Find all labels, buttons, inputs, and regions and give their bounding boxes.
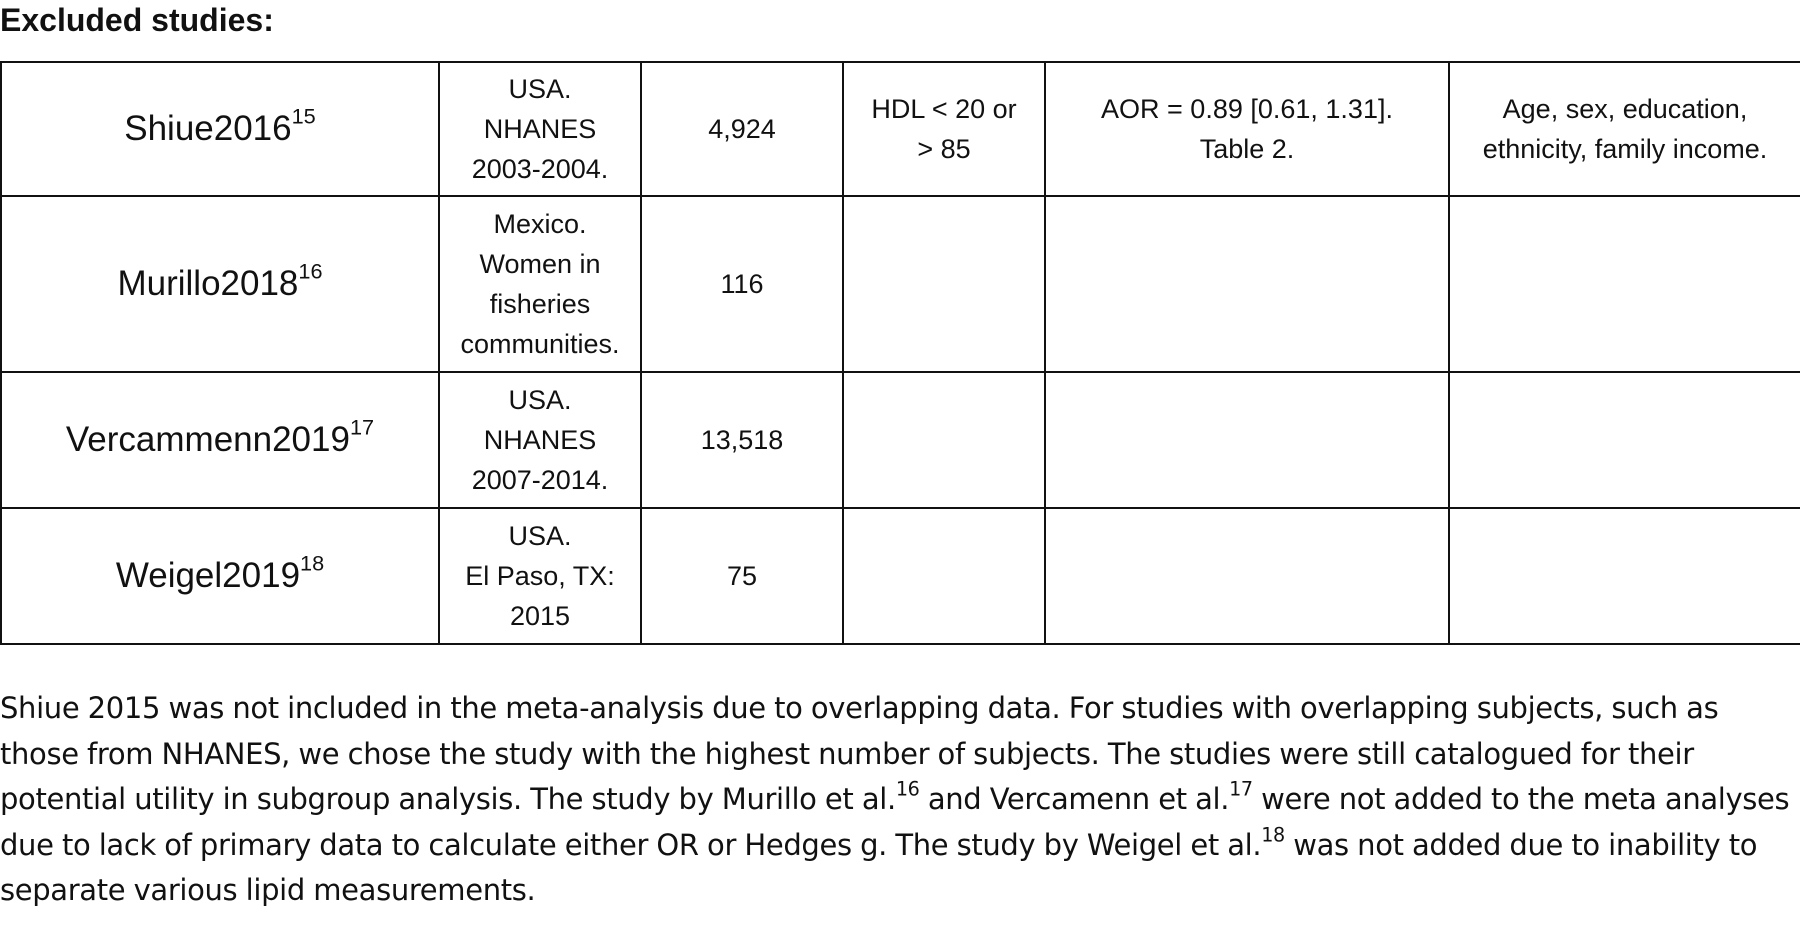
footnote-text: was not added due to inability to separate various lipid measurements. bbox=[0, 827, 1758, 907]
setting-line: 2015 bbox=[509, 601, 571, 631]
section-heading: Excluded studies: bbox=[0, 2, 274, 38]
study-name: Murillo2018 bbox=[117, 264, 299, 303]
adjustment-line: ethnicity, family income. bbox=[1482, 134, 1768, 164]
adjustment-cell bbox=[1449, 196, 1800, 372]
table-row bbox=[1, 508, 1800, 644]
setting-line: communities. bbox=[460, 329, 620, 359]
reference-number: 16 bbox=[895, 777, 920, 801]
setting-line: 2003-2004. bbox=[471, 154, 609, 184]
definition-cell bbox=[843, 196, 1045, 372]
setting-cell bbox=[439, 508, 641, 644]
study-name-cell bbox=[1, 62, 439, 196]
study-name: Weigel2019 bbox=[115, 556, 301, 595]
footnote-text: Shiue 2015 was not included in the meta-analysis due to overlapping data. For studies with overlapping subjects, such as those from NHANES, we chose the study with the highest number of subjects. The studies were still catalogued for their potential utility in subgroup analysis. The study by Murillo et al. bbox=[0, 691, 1719, 816]
definition-cell bbox=[843, 508, 1045, 644]
result-cell bbox=[1045, 372, 1449, 508]
sample-size-cell: 75 bbox=[641, 508, 843, 644]
adjustment-cell bbox=[1449, 508, 1800, 644]
reference-number: 16 bbox=[298, 258, 323, 284]
setting-line: Mexico. bbox=[493, 209, 587, 239]
study-name: Shiue2016 bbox=[124, 109, 292, 148]
sample-size-cell: 4,924 bbox=[641, 62, 843, 196]
table-row bbox=[1, 372, 1800, 508]
setting-line: USA. bbox=[508, 521, 572, 551]
setting-line: 2007-2014. bbox=[471, 465, 609, 495]
table-row bbox=[1, 196, 1800, 372]
study-name-cell bbox=[1, 372, 439, 508]
study-name-cell bbox=[1, 508, 439, 644]
adjustment-cell bbox=[1449, 372, 1800, 508]
study-name-cell bbox=[1, 196, 439, 372]
result-line: AOR = 0.89 [0.61, 1.31]. bbox=[1101, 94, 1393, 124]
reference-number: 17 bbox=[1229, 777, 1253, 801]
setting-line: NHANES bbox=[483, 425, 597, 455]
setting-cell bbox=[439, 372, 641, 508]
result-line: Table 2. bbox=[1199, 134, 1295, 164]
reference-number: 18 bbox=[300, 550, 325, 576]
definition-cell bbox=[843, 62, 1045, 196]
setting-line: USA. bbox=[508, 385, 572, 415]
setting-line: El Paso, TX: bbox=[465, 561, 615, 591]
study-name: Vercammenn2019 bbox=[65, 420, 350, 459]
footnote-paragraph bbox=[0, 686, 1790, 914]
setting-line: fisheries bbox=[489, 289, 591, 319]
footnote-text: and Vercamenn et al. bbox=[919, 782, 1230, 816]
definition-cell bbox=[843, 372, 1045, 508]
reference-number: 15 bbox=[291, 103, 316, 129]
adjustment-line: Age, sex, education, bbox=[1502, 94, 1748, 124]
excluded-studies-table bbox=[0, 61, 1800, 645]
definition-line: > 85 bbox=[917, 134, 971, 164]
footnote-text: were not added to the meta analyses due to lack of primary data to calculate either OR or Hedges g. The study by Weigel et al. bbox=[0, 782, 1790, 862]
setting-cell bbox=[439, 62, 641, 196]
result-cell bbox=[1045, 196, 1449, 372]
setting-line: NHANES bbox=[483, 114, 597, 144]
result-cell bbox=[1045, 508, 1449, 644]
reference-number: 18 bbox=[1261, 823, 1285, 847]
adjustment-cell bbox=[1449, 62, 1800, 196]
setting-line: Women in bbox=[479, 249, 601, 279]
setting-line: USA. bbox=[508, 74, 572, 104]
sample-size-cell: 13,518 bbox=[641, 372, 843, 508]
sample-size-cell: 116 bbox=[641, 196, 843, 372]
reference-number: 17 bbox=[349, 414, 375, 440]
result-cell bbox=[1045, 62, 1449, 196]
setting-cell bbox=[439, 196, 641, 372]
definition-line: HDL < 20 or bbox=[871, 94, 1017, 124]
table-row bbox=[1, 62, 1800, 196]
